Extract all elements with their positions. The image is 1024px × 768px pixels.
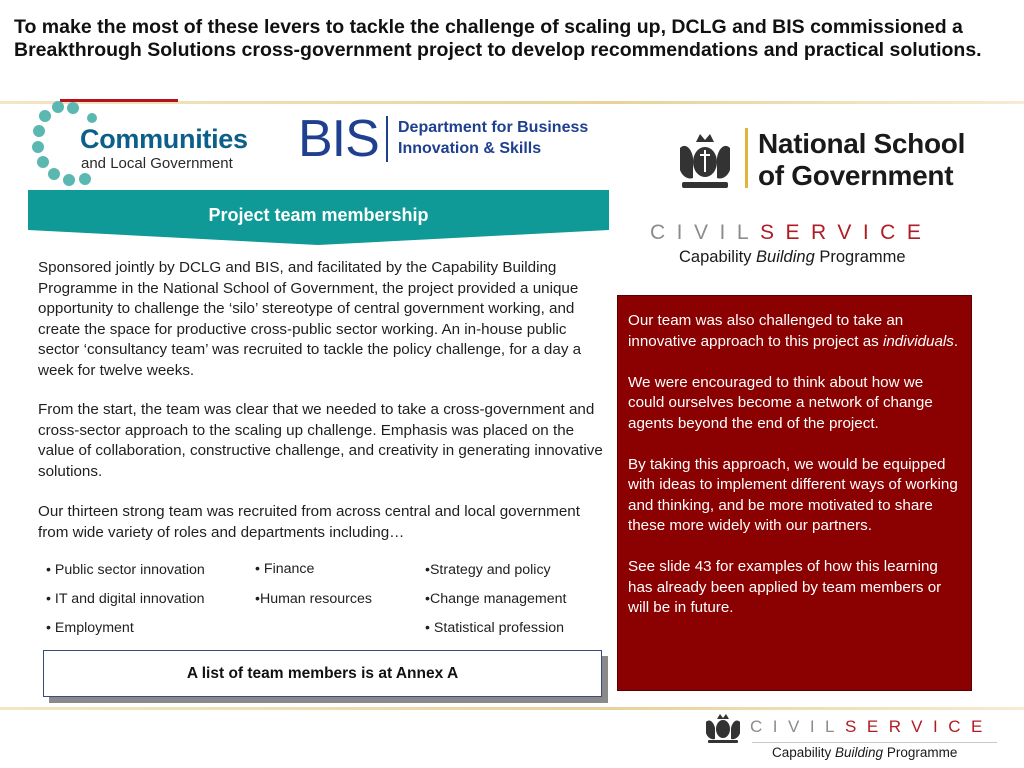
panel-paragraph-3: By taking this approach, we would be equipped with ideas to implement different ways of working and thinking, and be more motivated to share these more widely with our partners.: [628, 455, 958, 534]
nsg-logo-divider: [745, 128, 748, 188]
footer-programme-prefix: Capability: [772, 745, 836, 760]
annex-note: [43, 650, 602, 697]
bottom-divider: [0, 707, 1024, 710]
role-list-item: •Strategy and policy: [425, 562, 551, 578]
nsg-logo-line2: of Government: [758, 160, 954, 191]
nsg-logo-line1: National School: [758, 128, 966, 159]
role-list-item: • Public sector innovation: [46, 562, 205, 578]
panel-p1-end: .: [953, 332, 959, 350]
body-paragraph-3: Our thirteen strong team was recruited from across central and local government from wide variety of roles and departments including…: [38, 503, 580, 541]
civil-service-wordmark: [650, 221, 932, 245]
footer-wordmark-civil: CIVIL: [750, 717, 846, 736]
body-paragraph-1: Sponsored jointly by DCLG and BIS, and facilitated by the Capability Building Programme in the National School of Government, the project provided a unique opportunity to challenge the ‘silo’ stereotype of central government working, and create the space for productive cross-public sector working. An in-house public sector ‘consultancy team’ was recruited to tackle the policy challenge, for a day a week for twelve weeks.: [38, 259, 582, 379]
wordmark-service: SERVICE: [760, 221, 933, 244]
royal-crest-icon: [672, 128, 738, 192]
footer-programme-suffix: Programme: [883, 745, 958, 760]
footer-crest-icon: [703, 712, 743, 744]
dclg-logo-subtitle: and Local Government: [81, 155, 233, 172]
body-paragraph-2: From the start, the team was clear that we needed to take a cross-government and cross-sector approach to the scaling up challenge. Emphasis was placed on the value of collaboration, constructive challenge, and creativity in generating innovative solutions.: [38, 401, 603, 480]
panel-p1-text: Our team was also challenged to take an innovative approach to this project as: [628, 312, 904, 350]
role-list-item: •Change management: [425, 591, 567, 607]
bis-logo-line2: Innovation & Skills: [398, 140, 542, 157]
footer-wordmark-service: SERVICE: [845, 717, 993, 736]
individual-approach-panel: [617, 295, 972, 691]
role-list-item: • IT and digital innovation: [46, 591, 205, 607]
footer-programme-label: [772, 745, 957, 760]
dclg-logo-title: Communities: [80, 124, 248, 154]
programme-emphasis: Building: [756, 248, 815, 266]
role-list-item: • Finance: [255, 561, 315, 577]
section-heading: Project team membership: [208, 205, 429, 225]
footer-rule: [752, 742, 997, 743]
wordmark-civil: CIVIL: [650, 221, 761, 244]
annex-note-label: A list of team members is at Annex A: [186, 664, 459, 682]
programme-suffix: Programme: [814, 248, 906, 266]
panel-paragraph-4: See slide 43 for examples of how this learning has already been applied by team members or will be in future.: [628, 558, 942, 616]
capability-programme-label: [679, 248, 906, 267]
panel-paragraph-2: We were encouraged to think about how we could ourselves become a network of change agents beyond the end of the project.: [628, 373, 933, 432]
role-list-item: • Employment: [46, 620, 134, 636]
role-list-item: •Human resources: [255, 591, 372, 607]
bis-logo-line1: Department for Business: [398, 119, 589, 136]
role-list-item: • Statistical profession: [425, 620, 565, 636]
panel-p1-emphasis: individuals: [882, 332, 954, 350]
footer-civil-service-wordmark: [750, 717, 993, 737]
bis-logo-divider: [386, 116, 388, 162]
panel-paragraph-1: [628, 311, 961, 352]
footer-programme-emphasis: Building: [835, 745, 884, 760]
programme-prefix: Capability: [679, 248, 757, 266]
bis-logo-letters: BIS: [298, 110, 379, 168]
slide-title: To make the most of these levers to tackle the challenge of scaling up, DCLG and BIS commissioned a Breakthrough Solutions cross-government project to develop recommendations and practical solutions.: [14, 16, 982, 61]
